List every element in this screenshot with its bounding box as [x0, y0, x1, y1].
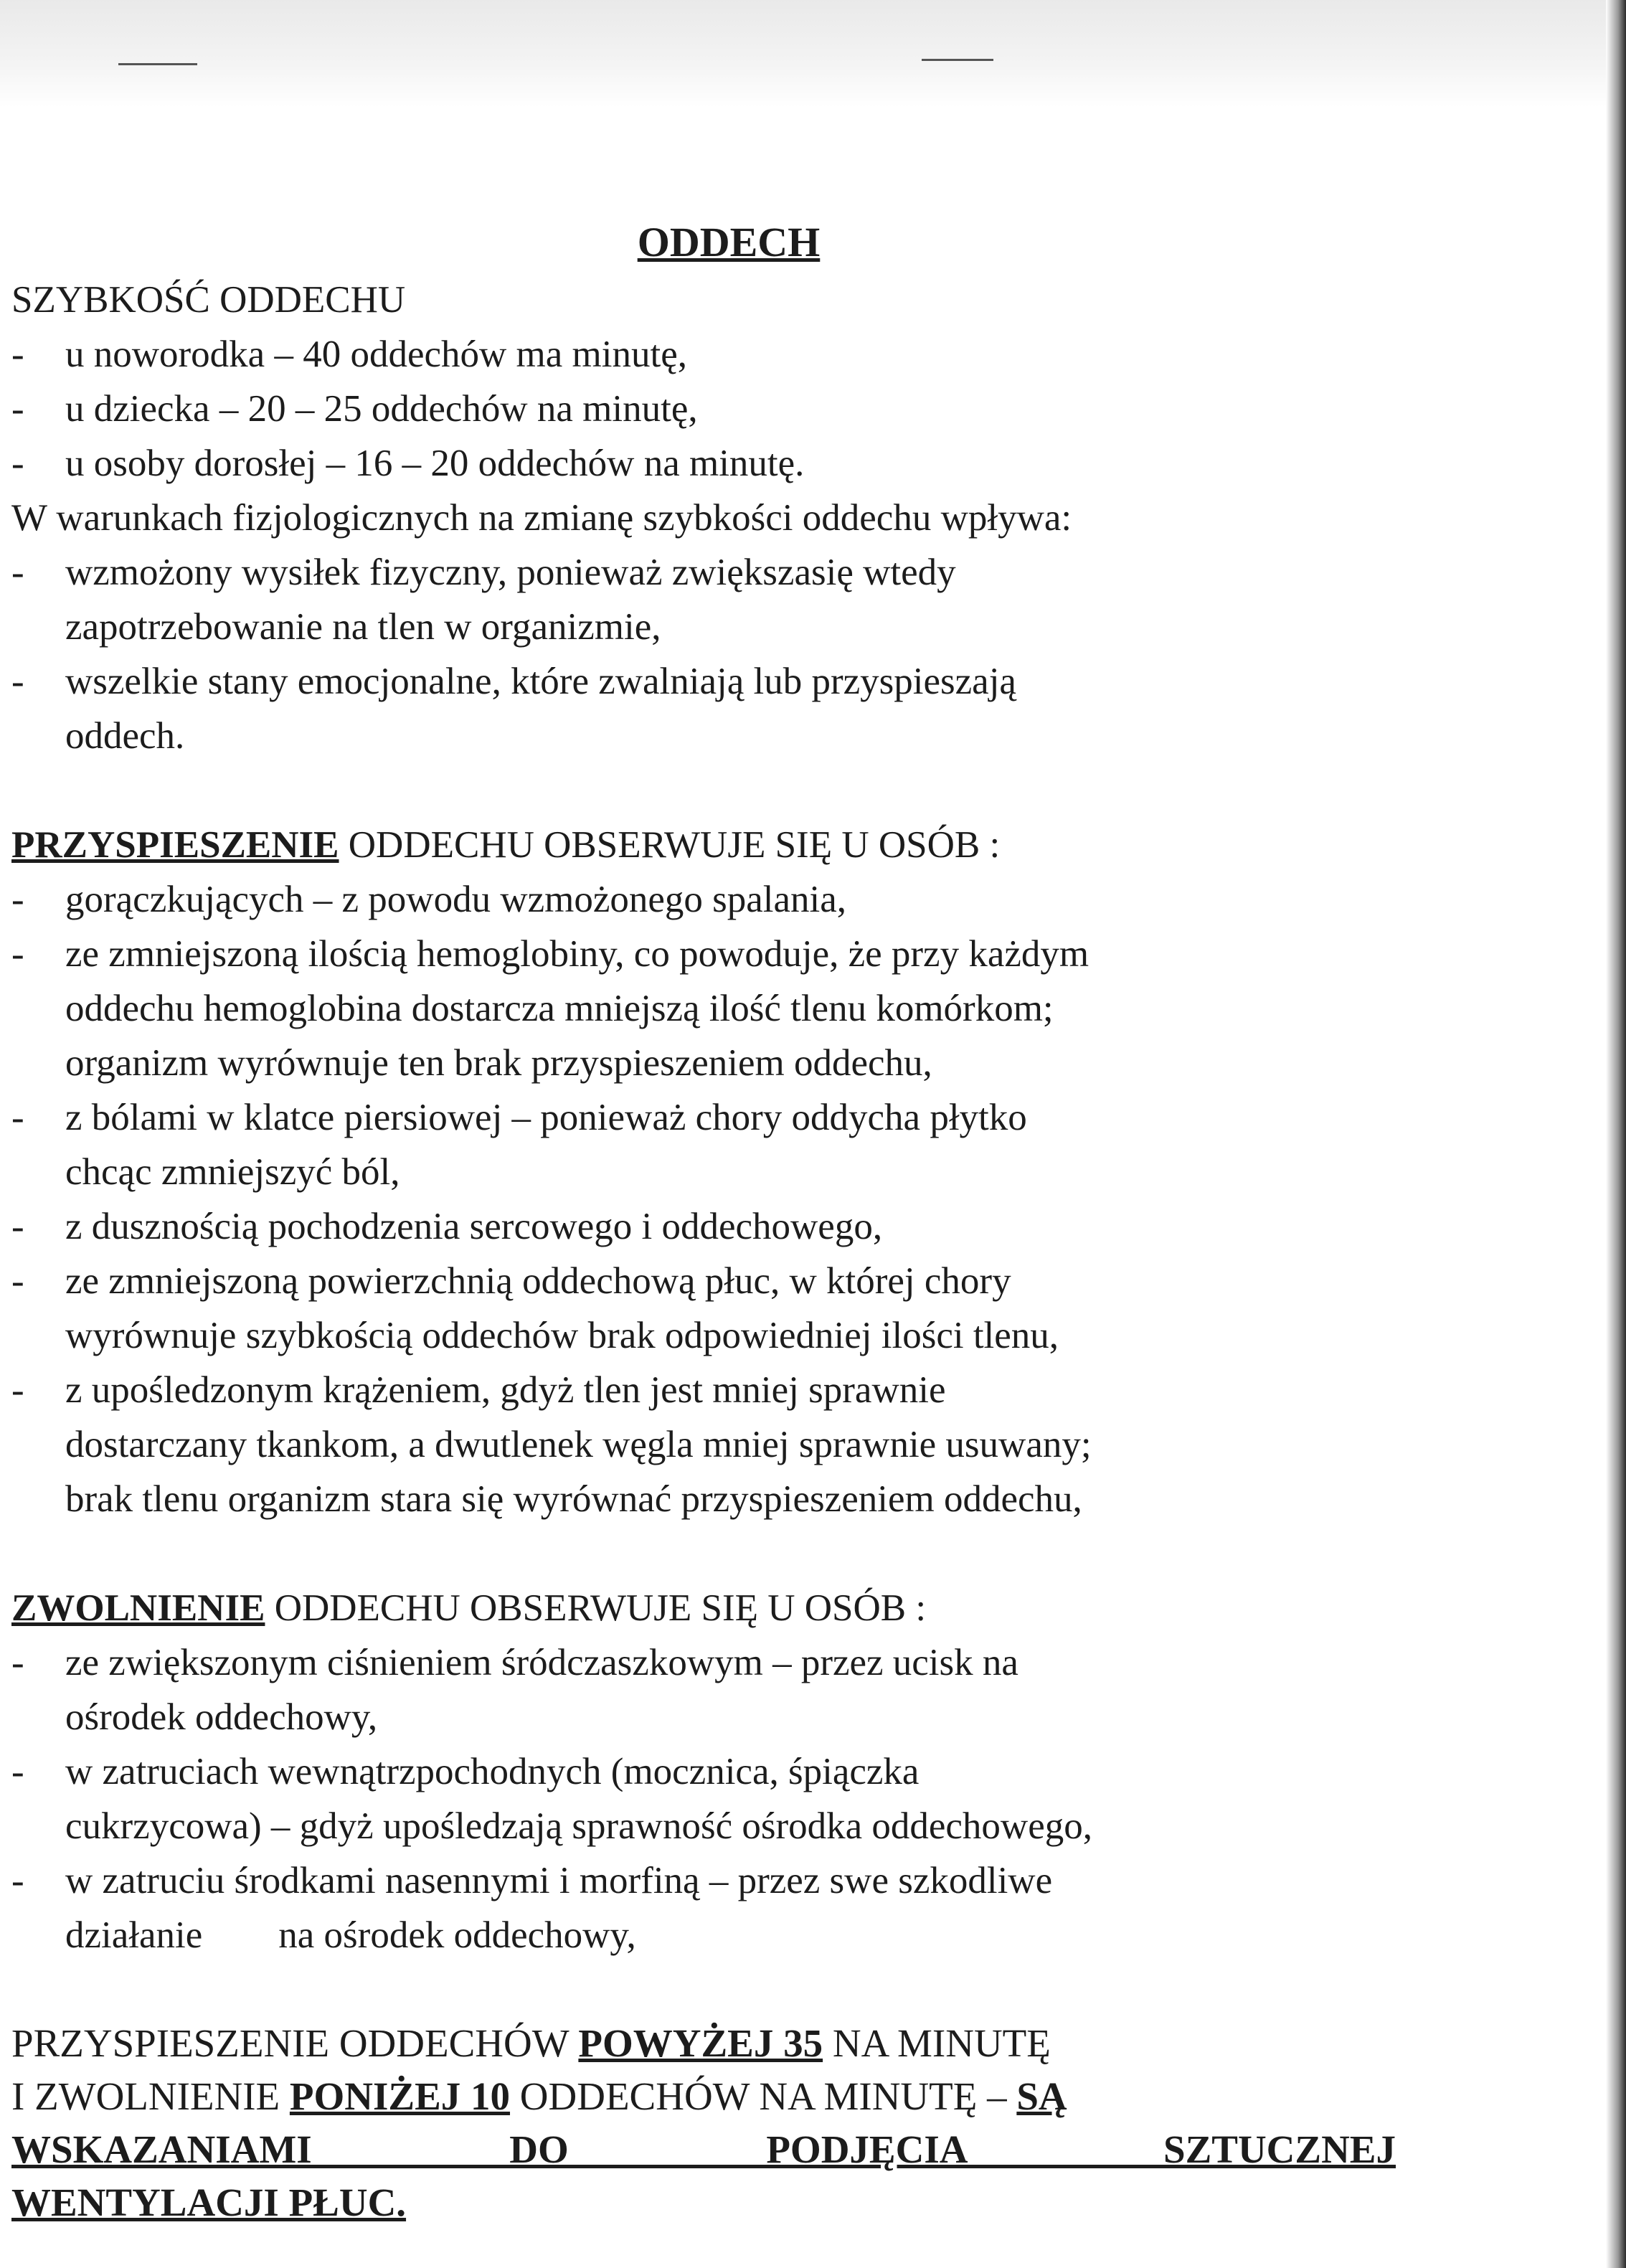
list-item: - z dusznością pochodzenia sercowego i oddechowego, [11, 1206, 883, 1247]
list-item: - w zatruciach wewnątrzpochodnych (mocznica, śpiączka cukrzycowa) – gdyż upośledzają sprawność ośrodka oddechowego, [11, 1751, 1092, 1847]
list-item: - wszelkie stany emocjonalne, które zwalniają lub przyspieszają oddech. [11, 661, 1016, 757]
rate-heading: SZYBKOŚĆ ODDECHU [11, 279, 406, 321]
list-item: - u dziecka – 20 – 25 oddechów na minutę, [11, 388, 698, 430]
list-item: - ze zmniejszoną powierzchnią oddechową płuc, w której chory wyrównuje szybkością oddechów brak odpowiedniej ilości tlenu, [11, 1260, 1059, 1356]
conclusion: PRZYSPIESZENIE ODDECHÓW POWYŻEJ 35 NA MINUTĘ I ZWOLNIENIE PONIŻEJ 10 ODDECHÓW NA MINUTĘ – SĄ WSKAZANIAMI DO PODJĘCIA SZTUCZNEJ WENTYLACJI PŁUC. [11, 2021, 1396, 2224]
list-item: - w zatruciu środkami nasennymi i morfiną – przez swe szkodliwe działanie na ośrodek oddechowy, [11, 1860, 1053, 1956]
scan-top-shading [0, 0, 1626, 108]
acceleration-heading: PRZYSPIESZENIE ODDECHU OBSERWUJE SIĘ U OSÓB : [11, 824, 1001, 866]
document-page [11, 215, 1396, 2229]
scan-artifact-dash [922, 59, 993, 61]
deceleration-heading: ZWOLNIENIE ODDECHU OBSERWUJE SIĘ U OSÓB : [11, 1587, 927, 1629]
list-item: - ze zwiększonym ciśnieniem śródczaszkowym – przez ucisk na ośrodek oddechowy, [11, 1642, 1018, 1738]
list-item: - wzmożony wysiłek fizyczny, ponieważ zwiększasię wtedy zapotrzebowanie na tlen w organizmie, [11, 552, 956, 648]
list-item: - ze zmniejszoną ilością hemoglobiny, co powoduje, że przy każdym oddechu hemoglobina dostarcza mniejszą ilość tlenu komórkom; organizm wyrównuje ten brak przyspieszeniem oddechu, [11, 933, 1089, 1084]
scan-artifact-dash [118, 63, 197, 65]
page-title: ODDECH [637, 219, 821, 265]
list-item: - u noworodka – 40 oddechów ma minutę, [11, 334, 687, 375]
list-item: - z bólami w klatce piersiowej – ponieważ chory oddycha płytko chcąc zmniejszyć ból, [11, 1097, 1027, 1193]
list-item: - gorączkujących – z powodu wzmożonego spalania, [11, 879, 847, 920]
list-item: - u osoby dorosłej – 16 – 20 oddechów na minutę. [11, 443, 805, 484]
scan-right-edge [1606, 0, 1626, 2268]
list-item: - z upośledzonym krążeniem, gdyż tlen jest mniej sprawnie dostarczany tkankom, a dwutlenek węgla mniej sprawnie usuwany; brak tlenu organizm stara się wyrównać przyspieszeniem oddechu, [11, 1369, 1092, 1520]
rate-intro: W warunkach fizjologicznych na zmianę szybkości oddechu wpływa: [11, 497, 1072, 539]
